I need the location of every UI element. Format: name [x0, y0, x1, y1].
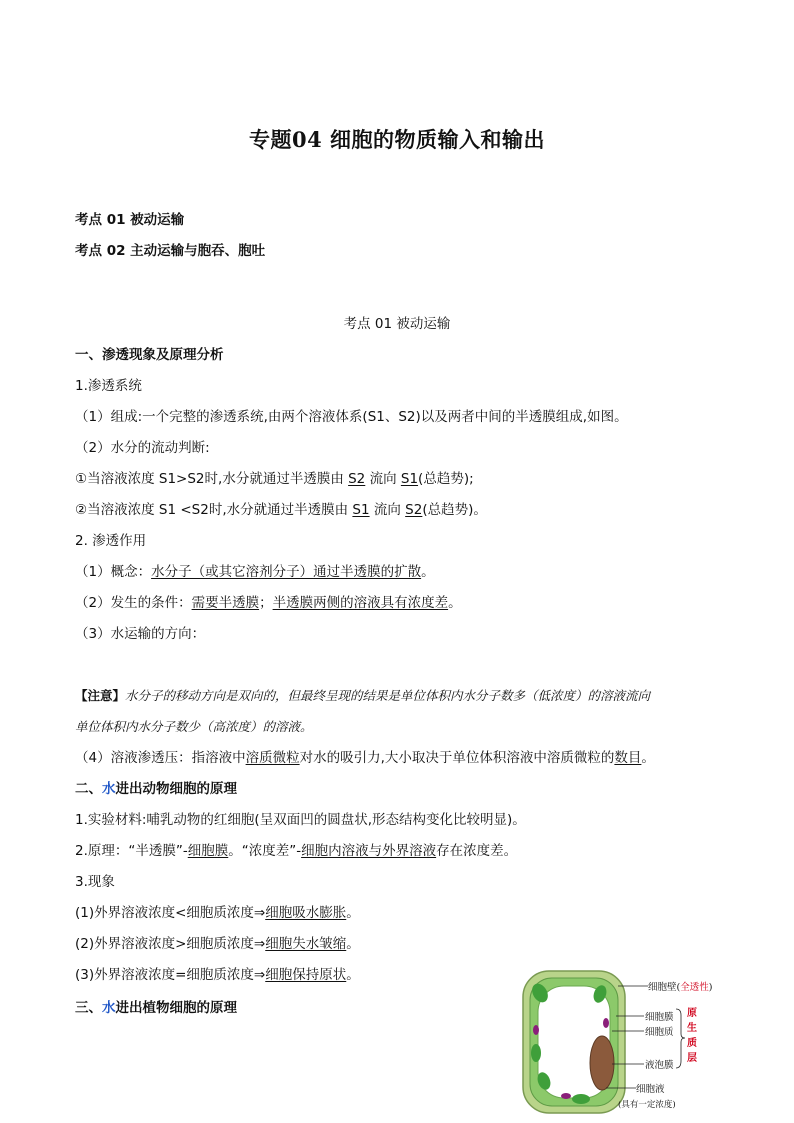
highlight-term: 全透性 [680, 982, 709, 993]
paragraph-material: 1.实验材料:哺乳动物的红细胞(呈双面凹的圆盘状,形态结构变化比较明显)。 [75, 812, 526, 828]
label-cytoplasm: 细胞质 [645, 1027, 674, 1038]
highlight-term: 水 [102, 1000, 116, 1016]
text: 进出植物细胞的原理 [115, 1000, 237, 1016]
subheading-osmotic-system: 1.渗透系统 [75, 378, 142, 394]
text: ； [259, 595, 273, 611]
underlined-term: 半透膜两侧的溶液具有浓度差 [272, 595, 449, 611]
text: 流向 [365, 471, 401, 487]
nucleus-shape [590, 1036, 614, 1090]
paragraph-osmotic-pressure [75, 749, 655, 767]
section-heading: 考点 01 被动运输 [343, 316, 451, 332]
text: 。 [641, 750, 655, 766]
paragraph-phenomenon-1 [75, 904, 360, 922]
plant-cell-figure [518, 968, 728, 1118]
paragraph-concept [75, 563, 435, 581]
paragraph-phenomenon: 3.现象 [75, 874, 115, 890]
paragraph-composition: （1）组成:一个完整的渗透系统,由两个溶液体系(S1、S2)以及两者中间的半透膜组成,如图。 [75, 409, 628, 425]
text: 三、 [75, 1000, 102, 1016]
underlined-term: S2 [348, 471, 366, 487]
text: 2.原理：“半透膜”- [75, 843, 188, 859]
underlined-term: 数目 [614, 750, 642, 766]
text: 生 [687, 1023, 697, 1034]
text: 。 [421, 564, 435, 580]
brace-shape [676, 1009, 685, 1068]
text: 进出动物细胞的原理 [115, 781, 237, 797]
chloroplast-shape [531, 1044, 541, 1062]
note-text: 水分子的移动方向是双向的，但最终呈现的结果是单位体积内水分子数多（低浓度）的溶液流向 [125, 688, 651, 703]
text: ) [708, 982, 713, 993]
heading-animal-cell [75, 780, 237, 798]
underlined-term: 水分子（或其它溶剂分子）通过半透膜的扩散 [151, 564, 422, 580]
underlined-term: S1 [352, 502, 370, 518]
text: (2)外界溶液浓度>细胞质浓度⇒ [75, 936, 266, 952]
underlined-term: S2 [405, 502, 423, 518]
heading-plant-cell [75, 999, 237, 1017]
paragraph-principle [75, 842, 517, 860]
text: 。 [448, 595, 462, 611]
note-tag: 【注意】 [75, 688, 126, 703]
toc-item-1: 考点 01 被动运输 [75, 212, 185, 228]
text: 细胞壁( [648, 982, 681, 993]
paragraph-flow-judgement: （2）水分的流动判断: [75, 440, 210, 456]
underlined-term: 细胞吸水膨胀 [265, 905, 347, 921]
text: 对水的吸引力,大小取决于单位体积溶液中溶质微粒的 [299, 750, 615, 766]
paragraph-water-direction: （3）水运输的方向： [75, 626, 206, 642]
underlined-term: 细胞保持原状 [265, 967, 347, 983]
underlined-term: S1 [400, 471, 419, 487]
subheading-osmosis-action: 2. 渗透作用 [75, 533, 147, 549]
text: 。 [346, 936, 360, 952]
text: (1)外界溶液浓度<细胞质浓度⇒ [75, 905, 266, 921]
text: （1）概念： [75, 564, 152, 580]
granule-shape [603, 1018, 609, 1028]
note-line-2: 单位体积内水分子数少（高浓度）的溶液。 [75, 719, 313, 734]
toc-item-2: 考点 02 主动运输与胞吞、胞吐 [75, 243, 266, 259]
text: 流向 [369, 502, 406, 518]
underlined-term: 需要半透膜 [191, 595, 260, 611]
underlined-term: 细胞膜 [187, 843, 229, 859]
text: 。“浓度差”- [228, 843, 302, 859]
text: 二、 [75, 781, 102, 797]
page-title: 专题04 细胞的物质输入和输出 [248, 127, 546, 152]
paragraph-conditions [75, 594, 462, 612]
text: ②当溶液浓度 S1 <S2时,水分就通过半透膜由 [75, 502, 353, 518]
text: 原 [687, 1008, 697, 1019]
underlined-term: 细胞失水皱缩 [265, 936, 347, 952]
label-vacuole-membrane: 液泡膜 [645, 1060, 674, 1071]
label-cell-sap-note: (具有一定浓度) [618, 1100, 676, 1110]
text: ①当溶液浓度 S1>S2时,水分就通过半透膜由 [75, 471, 349, 487]
text: 质 [687, 1038, 697, 1049]
label-cell-wall [648, 979, 712, 993]
granule-shape [561, 1093, 571, 1099]
paragraph-phenomenon-2 [75, 935, 360, 953]
paragraph-case-2 [75, 501, 487, 519]
label-cell-membrane: 细胞膜 [645, 1012, 674, 1023]
label-protoplast-layer [686, 1006, 698, 1066]
text: 层 [687, 1053, 697, 1064]
text: (总趋势)。 [422, 502, 487, 518]
underlined-term: 溶质微粒 [245, 750, 300, 766]
chloroplast-shape [572, 1094, 590, 1104]
paragraph-case-1 [75, 470, 474, 488]
highlight-term: 水 [102, 781, 116, 797]
note-line-1 [75, 687, 650, 705]
text: （2）发生的条件： [75, 595, 192, 611]
heading-osmosis: 一、渗透现象及原理分析 [75, 347, 224, 363]
paragraph-phenomenon-3 [75, 966, 360, 984]
text: 存在浓度差。 [436, 843, 518, 859]
text: (总趋势); [418, 471, 474, 487]
label-cell-sap: 细胞液 [636, 1084, 665, 1095]
granule-shape [533, 1025, 539, 1035]
underlined-term: 细胞内溶液与外界溶液 [301, 843, 437, 859]
text: 。 [346, 967, 360, 983]
text: (3)外界溶液浓度=细胞质浓度⇒ [75, 967, 266, 983]
text: （4）溶液渗透压：指溶液中 [75, 750, 246, 766]
text: 。 [346, 905, 360, 921]
